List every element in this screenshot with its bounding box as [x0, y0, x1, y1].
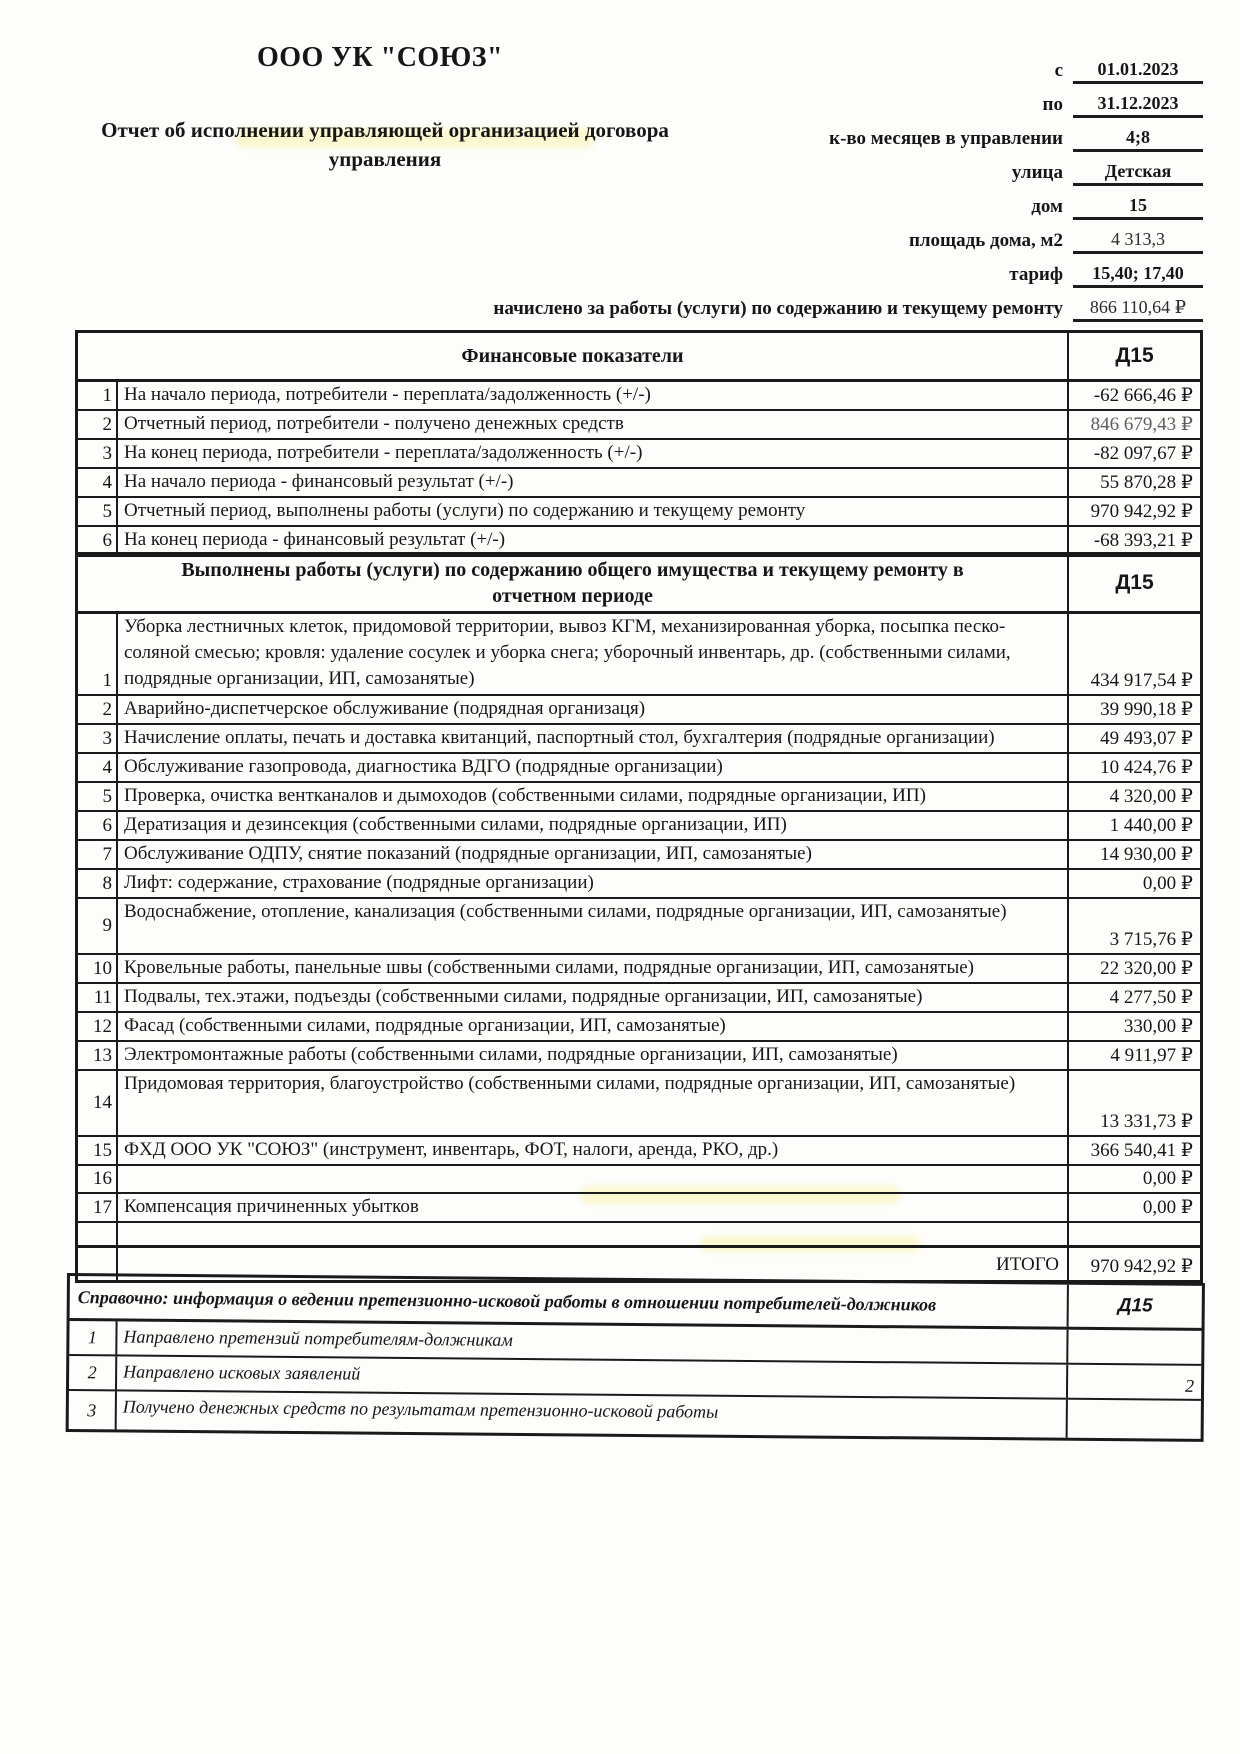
row-value: 0,00 ₽ [1142, 873, 1193, 894]
row-label: Начисление оплаты, печать и доставка квитанций, паспортный стол, бухгалтерия (подрядные организации) [118, 725, 1069, 752]
field-row-period-from [370, 50, 1203, 84]
row-label: Направлено претензий потребителям-должникам [117, 1321, 1068, 1362]
row-value: -68 393,21 ₽ [1093, 530, 1193, 551]
table-row [78, 1011, 1200, 1040]
claims-table-wrapper [66, 1273, 1205, 1442]
field-value: 01.01.2023 [1073, 59, 1203, 84]
row-value: 4 320,00 ₽ [1109, 786, 1193, 807]
field-label: дом [1031, 196, 1063, 217]
row-label: Кровельные работы, панельные швы (собственными силами, подрядные организации, ИП, самозанятые) [118, 955, 1069, 982]
row-number: 2 [78, 696, 118, 723]
field-label: тариф [1009, 264, 1063, 285]
row-number: 4 [78, 754, 118, 781]
table-row [78, 752, 1200, 781]
row-value: 49 493,07 ₽ [1100, 728, 1193, 749]
field-row-area [370, 220, 1203, 254]
table-row [78, 1164, 1200, 1192]
row-label: Уборка лестничных клеток, придомовой территории, вывоз КГМ, механизированная уборка, посыпка песко-соляной смесью; кровля: удаление сосулек и уборка снега; уборочный инвентарь, др. (собственными силами, подрядные организации, ИП, самозанятые) [118, 614, 1069, 694]
row-label: Водоснабжение, отопление, канализация (собственными силами, подрядные организации, ИП, самозанятые) [118, 899, 1069, 953]
row-label: Аварийно-диспетчерское обслуживание (подрядная организаця) [118, 696, 1069, 723]
table-title: Выполнены работы (услуги) по содержанию общего имущества и текущему ремонту в отчетном периоде [78, 555, 1069, 611]
row-number: 5 [78, 498, 118, 525]
row-value [1068, 1400, 1201, 1439]
row-number: 17 [78, 1194, 118, 1221]
table-row [78, 467, 1200, 496]
row-value: 330,00 ₽ [1123, 1016, 1193, 1037]
row-value: 0,00 ₽ [1142, 1168, 1193, 1189]
row-value [1068, 1330, 1201, 1364]
table-row [78, 781, 1200, 810]
row-value: 4 277,50 ₽ [1109, 987, 1193, 1008]
row-value: 55 870,28 ₽ [1100, 472, 1193, 493]
row-value: 13 331,73 ₽ [1100, 1111, 1193, 1132]
field-label: по [1042, 94, 1063, 115]
row-label: Обслуживание газопровода, диагностика ВДГО (подрядные организации) [118, 754, 1069, 781]
row-number: 11 [78, 984, 118, 1011]
row-number: 8 [78, 870, 118, 897]
row-label [118, 1166, 1069, 1192]
table-row [78, 868, 1200, 897]
row-number: 5 [78, 783, 118, 810]
table-row [78, 525, 1200, 554]
field-label: к-во месяцев в управлении [829, 128, 1063, 149]
table-row [78, 409, 1200, 438]
field-value: Детская [1073, 161, 1203, 186]
page-title: ООО УК "СОЮЗ" [256, 42, 504, 73]
row-number: 10 [78, 955, 118, 982]
row-label: Получено денежных средств по результатам претензионно-исковой работы [117, 1391, 1068, 1437]
header-fields [370, 50, 1203, 322]
field-value: 4;8 [1073, 127, 1203, 152]
row-number: 15 [78, 1137, 118, 1164]
field-value: 15 [1073, 195, 1203, 220]
column-header-d15: Д15 [1115, 571, 1154, 594]
row-number: 3 [69, 1391, 117, 1429]
row-value: 1 440,00 ₽ [1109, 815, 1193, 836]
report-subtitle: Отчет об исполнении управляющей организацией договора управления [101, 118, 669, 171]
row-number: 3 [78, 440, 118, 467]
row-value: 39 990,18 ₽ [1100, 699, 1193, 720]
table-header-row [78, 333, 1200, 379]
table-title: Финансовые показатели [78, 333, 1069, 379]
row-number: 1 [69, 1321, 117, 1354]
row-value: 3 715,76 ₽ [1109, 929, 1193, 950]
table-row [78, 839, 1200, 868]
field-value: 866 110,64 ₽ [1073, 297, 1203, 322]
row-label: На конец периода - финансовый результат (+/-) [118, 527, 1069, 554]
table-row [78, 496, 1200, 525]
row-value: 2 [1184, 1375, 1195, 1396]
table-row [78, 1192, 1200, 1221]
table-row [78, 1135, 1200, 1164]
row-number: 3 [78, 725, 118, 752]
row-number: 1 [78, 382, 118, 409]
row-number: 16 [78, 1166, 118, 1192]
table-row [78, 897, 1200, 953]
row-number: 12 [78, 1013, 118, 1040]
table-title: Справочно: информация о ведении претензионно-исковой работы в отношении потребителей-должников [70, 1276, 1069, 1327]
table-row [78, 1069, 1200, 1135]
row-value: 434 917,54 ₽ [1090, 670, 1193, 691]
table-header-row [78, 555, 1200, 611]
row-value: 970 942,92 ₽ [1090, 501, 1193, 522]
row-value: -82 097,67 ₽ [1093, 443, 1193, 464]
field-label: с [1054, 60, 1063, 81]
row-value: 0,00 ₽ [1142, 1197, 1193, 1218]
field-row-house [370, 186, 1203, 220]
row-label: Подвалы, тех.этажи, подъезды (собственными силами, подрядные организации, ИП, самозанятые) [118, 984, 1069, 1011]
row-label [118, 1223, 1069, 1245]
row-label: На конец периода, потребители - переплата/задолженность (+/-) [118, 440, 1069, 467]
row-value: 4 911,97 ₽ [1110, 1045, 1193, 1066]
row-value: 10 424,76 ₽ [1100, 757, 1193, 778]
row-label: Компенсация причиненных убытков [118, 1194, 1069, 1221]
table-row [78, 810, 1200, 839]
row-number: 13 [78, 1042, 118, 1069]
total-label: ИТОГО [118, 1248, 1069, 1280]
field-row-tariff [370, 254, 1203, 288]
table-row-empty [78, 1221, 1200, 1245]
field-row-months [370, 118, 1203, 152]
field-row-period-to [370, 84, 1203, 118]
row-label: Направлено исковых заявлений [117, 1356, 1068, 1397]
table-row [78, 379, 1200, 409]
field-row-accrued [370, 288, 1203, 322]
row-number: 6 [78, 812, 118, 839]
row-label: ФХД ООО УК "СОЮЗ" (инструмент, инвентарь, ФОТ, налоги, аренда, РКО, др.) [118, 1137, 1069, 1164]
row-number: 2 [78, 411, 118, 438]
row-label: Лифт: содержание, страхование (подрядные организации) [118, 870, 1069, 897]
row-value: 846 679,43 ₽ [1090, 414, 1193, 435]
financial-indicators-table [75, 330, 1203, 557]
row-number: 2 [69, 1356, 117, 1389]
column-header-d15: Д15 [1117, 1295, 1153, 1317]
row-number: 9 [78, 899, 118, 953]
field-label: улица [1011, 162, 1063, 183]
field-value: 15,40; 17,40 [1073, 263, 1203, 288]
row-number: 14 [78, 1071, 118, 1135]
field-value: 31.12.2023 [1073, 93, 1203, 118]
row-label: На начало периода, потребители - переплата/задолженность (+/-) [118, 382, 1069, 409]
field-label: начислено за работы (услуги) по содержанию и текущему ремонту [493, 298, 1063, 319]
row-value: 14 930,00 ₽ [1100, 844, 1193, 865]
row-label: На начало периода - финансовый результат (+/-) [118, 469, 1069, 496]
row-number: 6 [78, 527, 118, 554]
row-value: -62 666,46 ₽ [1093, 385, 1193, 406]
row-value: 22 320,00 ₽ [1100, 958, 1193, 979]
row-number [78, 1223, 118, 1245]
field-row-street [370, 152, 1203, 186]
row-number: 4 [78, 469, 118, 496]
row-label: Дератизация и дезинсекция (собственными силами, подрядные организации, ИП) [118, 812, 1069, 839]
claims-reference-table [66, 1273, 1205, 1442]
row-label: Фасад (собственными силами, подрядные организации, ИП, самозанятые) [118, 1013, 1069, 1040]
total-value: 970 942,92 ₽ [1090, 1256, 1193, 1277]
works-performed-table [75, 552, 1203, 1283]
row-label: Обслуживание ОДПУ, снятие показаний (подрядные организации, ИП, самозанятые) [118, 841, 1069, 868]
table-row [78, 694, 1200, 723]
table-row [78, 982, 1200, 1011]
field-label: площадь дома, м2 [908, 230, 1063, 251]
row-number: 1 [78, 614, 118, 694]
table-row [78, 953, 1200, 982]
row-label: Проверка, очистка вентканалов и дымоходов (собственными силами, подрядные организации, ИП) [118, 783, 1069, 810]
row-value: 366 540,41 ₽ [1090, 1140, 1193, 1161]
field-value: 4 313,3 [1073, 229, 1203, 254]
table-row [78, 438, 1200, 467]
row-number: 7 [78, 841, 118, 868]
row-label: Электромонтажные работы (собственными силами, подрядные организации, ИП, самозанятые) [118, 1042, 1069, 1069]
table-row [78, 723, 1200, 752]
table-row [78, 611, 1200, 694]
row-value [1069, 1223, 1200, 1245]
table-row [78, 1040, 1200, 1069]
row-label: Отчетный период, потребители - получено денежных средств [118, 411, 1069, 438]
column-header-d15: Д15 [1115, 344, 1154, 367]
row-label: Отчетный период, выполнены работы (услуги) по содержанию и текущему ремонту [118, 498, 1069, 525]
row-label: Придомовая территория, благоустройство (собственными силами, подрядные организации, ИП, самозанятые) [118, 1071, 1069, 1135]
